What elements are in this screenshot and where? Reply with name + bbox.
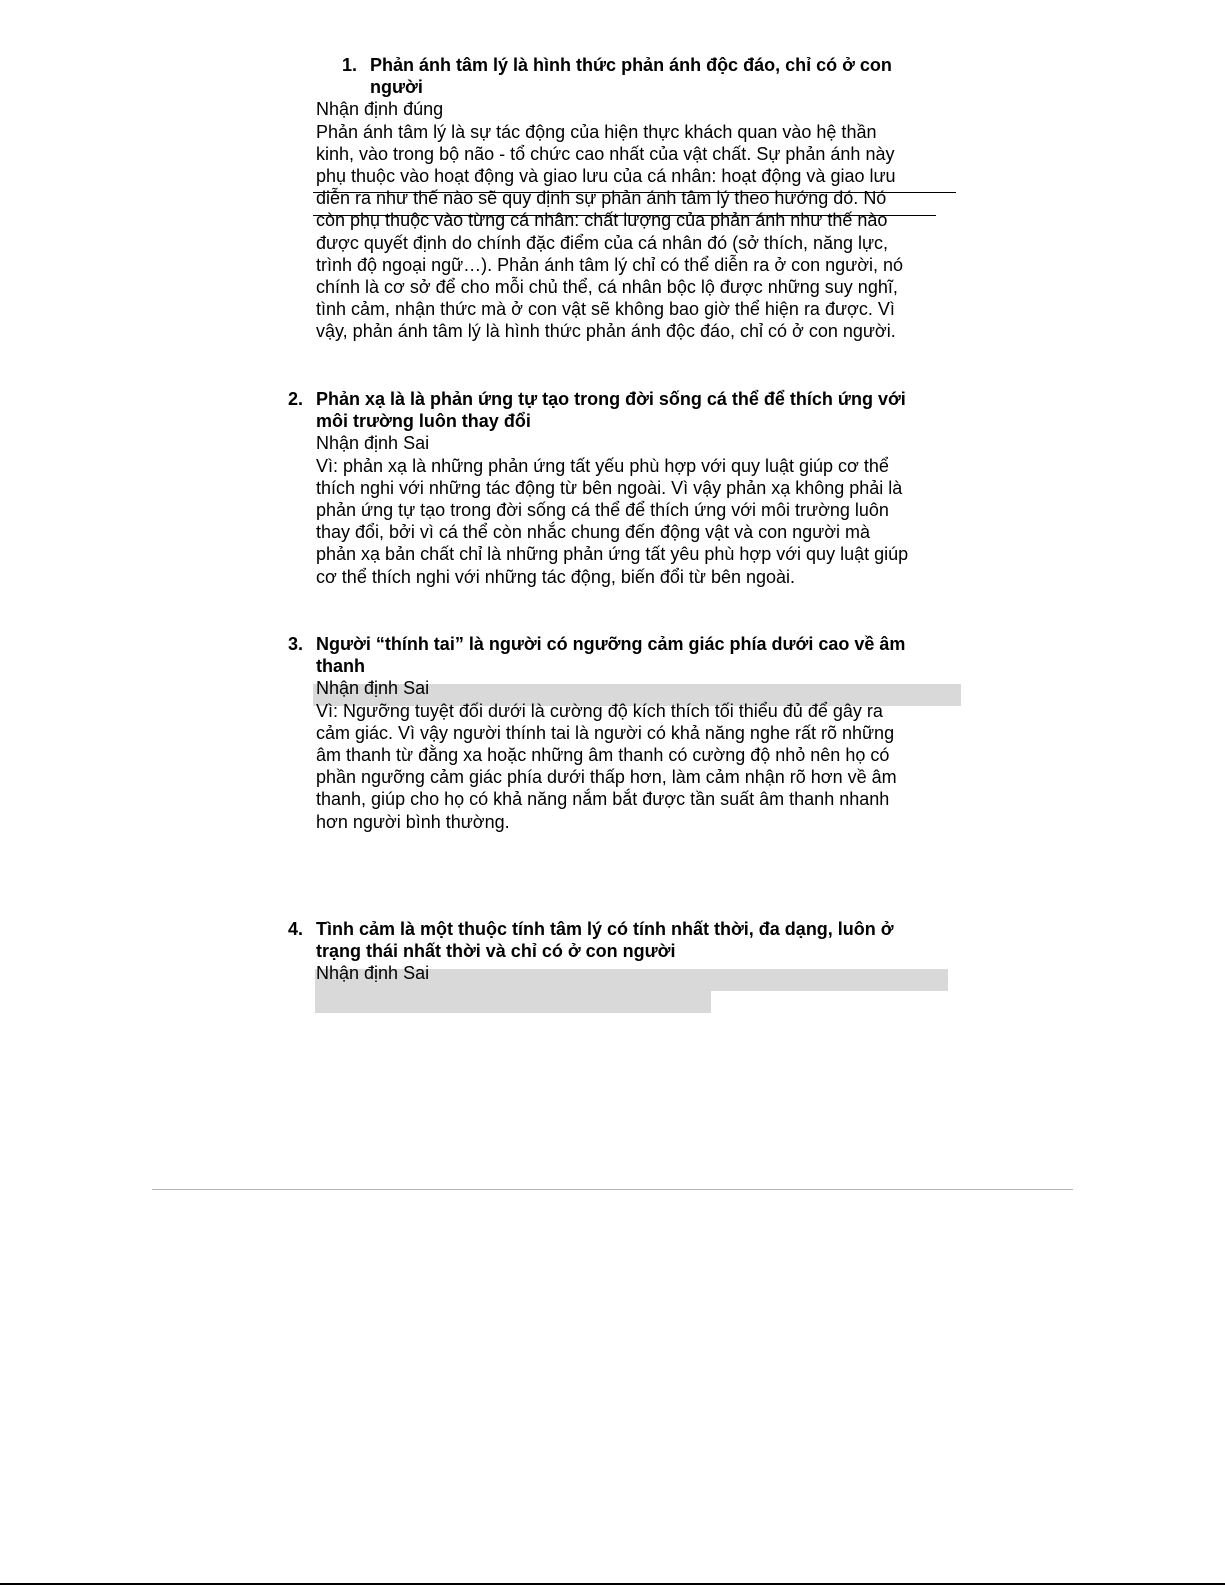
question-number: 2. (288, 389, 304, 409)
question-title-line: Tình cảm là một thuộc tính tâm lý có tính nhất thời, đa dạng, luôn ở (316, 919, 894, 939)
question-number: 1. (342, 55, 358, 75)
question-2 (288, 388, 976, 588)
question-title (342, 54, 970, 98)
explanation-line: được quyết định do chính đặc điểm của cá nhân đó (sở thích, năng lực, (316, 232, 889, 253)
explanation-line: thay đổi, bởi vì cá thể còn nhắc chung đến động vật và con người mà (316, 522, 871, 543)
explanation-line: âm thanh từ đằng xa hoặc những âm thanh có cường độ nhỏ nên họ có (316, 745, 890, 766)
question-3 (288, 633, 976, 833)
explanation-line: chính là cơ sở để cho mỗi chủ thể, cá nhân bộc lộ được những suy nghĩ, (316, 277, 898, 298)
explanation-line: Vì: Ngưỡng tuyệt đối dưới là cường độ kích thích tối thiểu đủ để gây ra (316, 700, 883, 721)
explanation-line: thích nghi với những tác động từ bên ngoài. Vì vậy phản xạ không phải là (316, 477, 903, 498)
explanation-line: thanh, giúp cho họ có khả năng nắm bắt được tần suất âm thanh nhanh (316, 789, 890, 810)
explanation-line: phụ thuộc vào hoạt động và giao lưu của cá nhân: hoạt động và giao lưu (316, 166, 896, 186)
explanation-line: cảm giác. Vì vậy người thính tai là người có khả năng nghe rất rõ những (316, 722, 895, 743)
explanation-line: hơn người bình thường. (316, 811, 510, 832)
question-title-line: trạng thái nhất thời và chỉ có ở con người (316, 941, 676, 962)
question-number: 4. (288, 919, 304, 939)
question-title (288, 633, 976, 677)
verdict-text: Nhận định Sai (316, 678, 430, 699)
explanation-line: Vì: phản xạ là những phản ứng tất yếu phù hợp với quy luật giúp cơ thể (316, 455, 889, 476)
question-title-line: Người “thính tai” là người có ngưỡng cảm giác phía dưới cao về âm (316, 634, 906, 654)
answer-1 (316, 98, 976, 342)
explanation-line: Phản ánh tâm lý là sự tác động của hiện thực khách quan vào hệ thần (316, 121, 877, 142)
page-divider (152, 1189, 1073, 1190)
question-number: 3. (288, 634, 304, 654)
question-1 (342, 54, 970, 98)
explanation-line: trình độ ngoại ngữ…). Phản ánh tâm lý chỉ có thể diễn ra ở con người, nó (316, 254, 904, 275)
question-title-line: người (370, 77, 423, 98)
question-title (288, 918, 976, 962)
highlight-shade (315, 991, 711, 1013)
explanation-line: phần ngưỡng cảm giác phía dưới thấp hơn, làm cảm nhận rõ hơn về âm (316, 767, 897, 788)
question-title-line: môi trường luôn thay đổi (316, 411, 531, 432)
explanation-line: kinh, vào trong bộ não - tổ chức cao nhất của vật chất. Sự phản ánh này (316, 143, 895, 164)
explanation-line: diễn ra như thế nào sẽ quy định sự phản ánh tâm lý theo hướng đó. Nó (316, 188, 887, 209)
verdict-text: Nhận định đúng (316, 99, 444, 120)
explanation-line: vậy, phản ánh tâm lý là hình thức phản ánh độc đáo, chỉ có ở con người. (316, 321, 896, 342)
question-title-line: thanh (316, 656, 365, 677)
explanation-line: phản xạ bản chất chỉ là những phản ứng tất yêu phù hợp với quy luật giúp (316, 544, 909, 565)
question-4 (288, 918, 976, 985)
question-title (288, 388, 976, 432)
explanation-line: cơ thể thích nghi với những tác động, biến đổi từ bên ngoài. (316, 566, 796, 587)
verdict-text: Nhận định Sai (316, 963, 430, 984)
question-title-line: Phản ánh tâm lý là hình thức phản ánh độc đáo, chỉ có ở con (370, 55, 892, 75)
verdict-text: Nhận định Sai (316, 433, 430, 454)
explanation-line: phản ứng tự tạo trong đời sống cá thể để thích ứng với môi trường luôn (316, 500, 889, 521)
explanation-line: còn phụ thuộc vào từng cá nhân: chất lượng của phản ánh như thế nào (316, 210, 888, 231)
explanation-line: tình cảm, nhận thức mà ở con vật sẽ không bao giờ thể hiện ra được. Vì (316, 299, 895, 320)
question-title-line: Phản xạ là là phản ứng tự tạo trong đời sống cá thể để thích ứng với (316, 389, 906, 409)
